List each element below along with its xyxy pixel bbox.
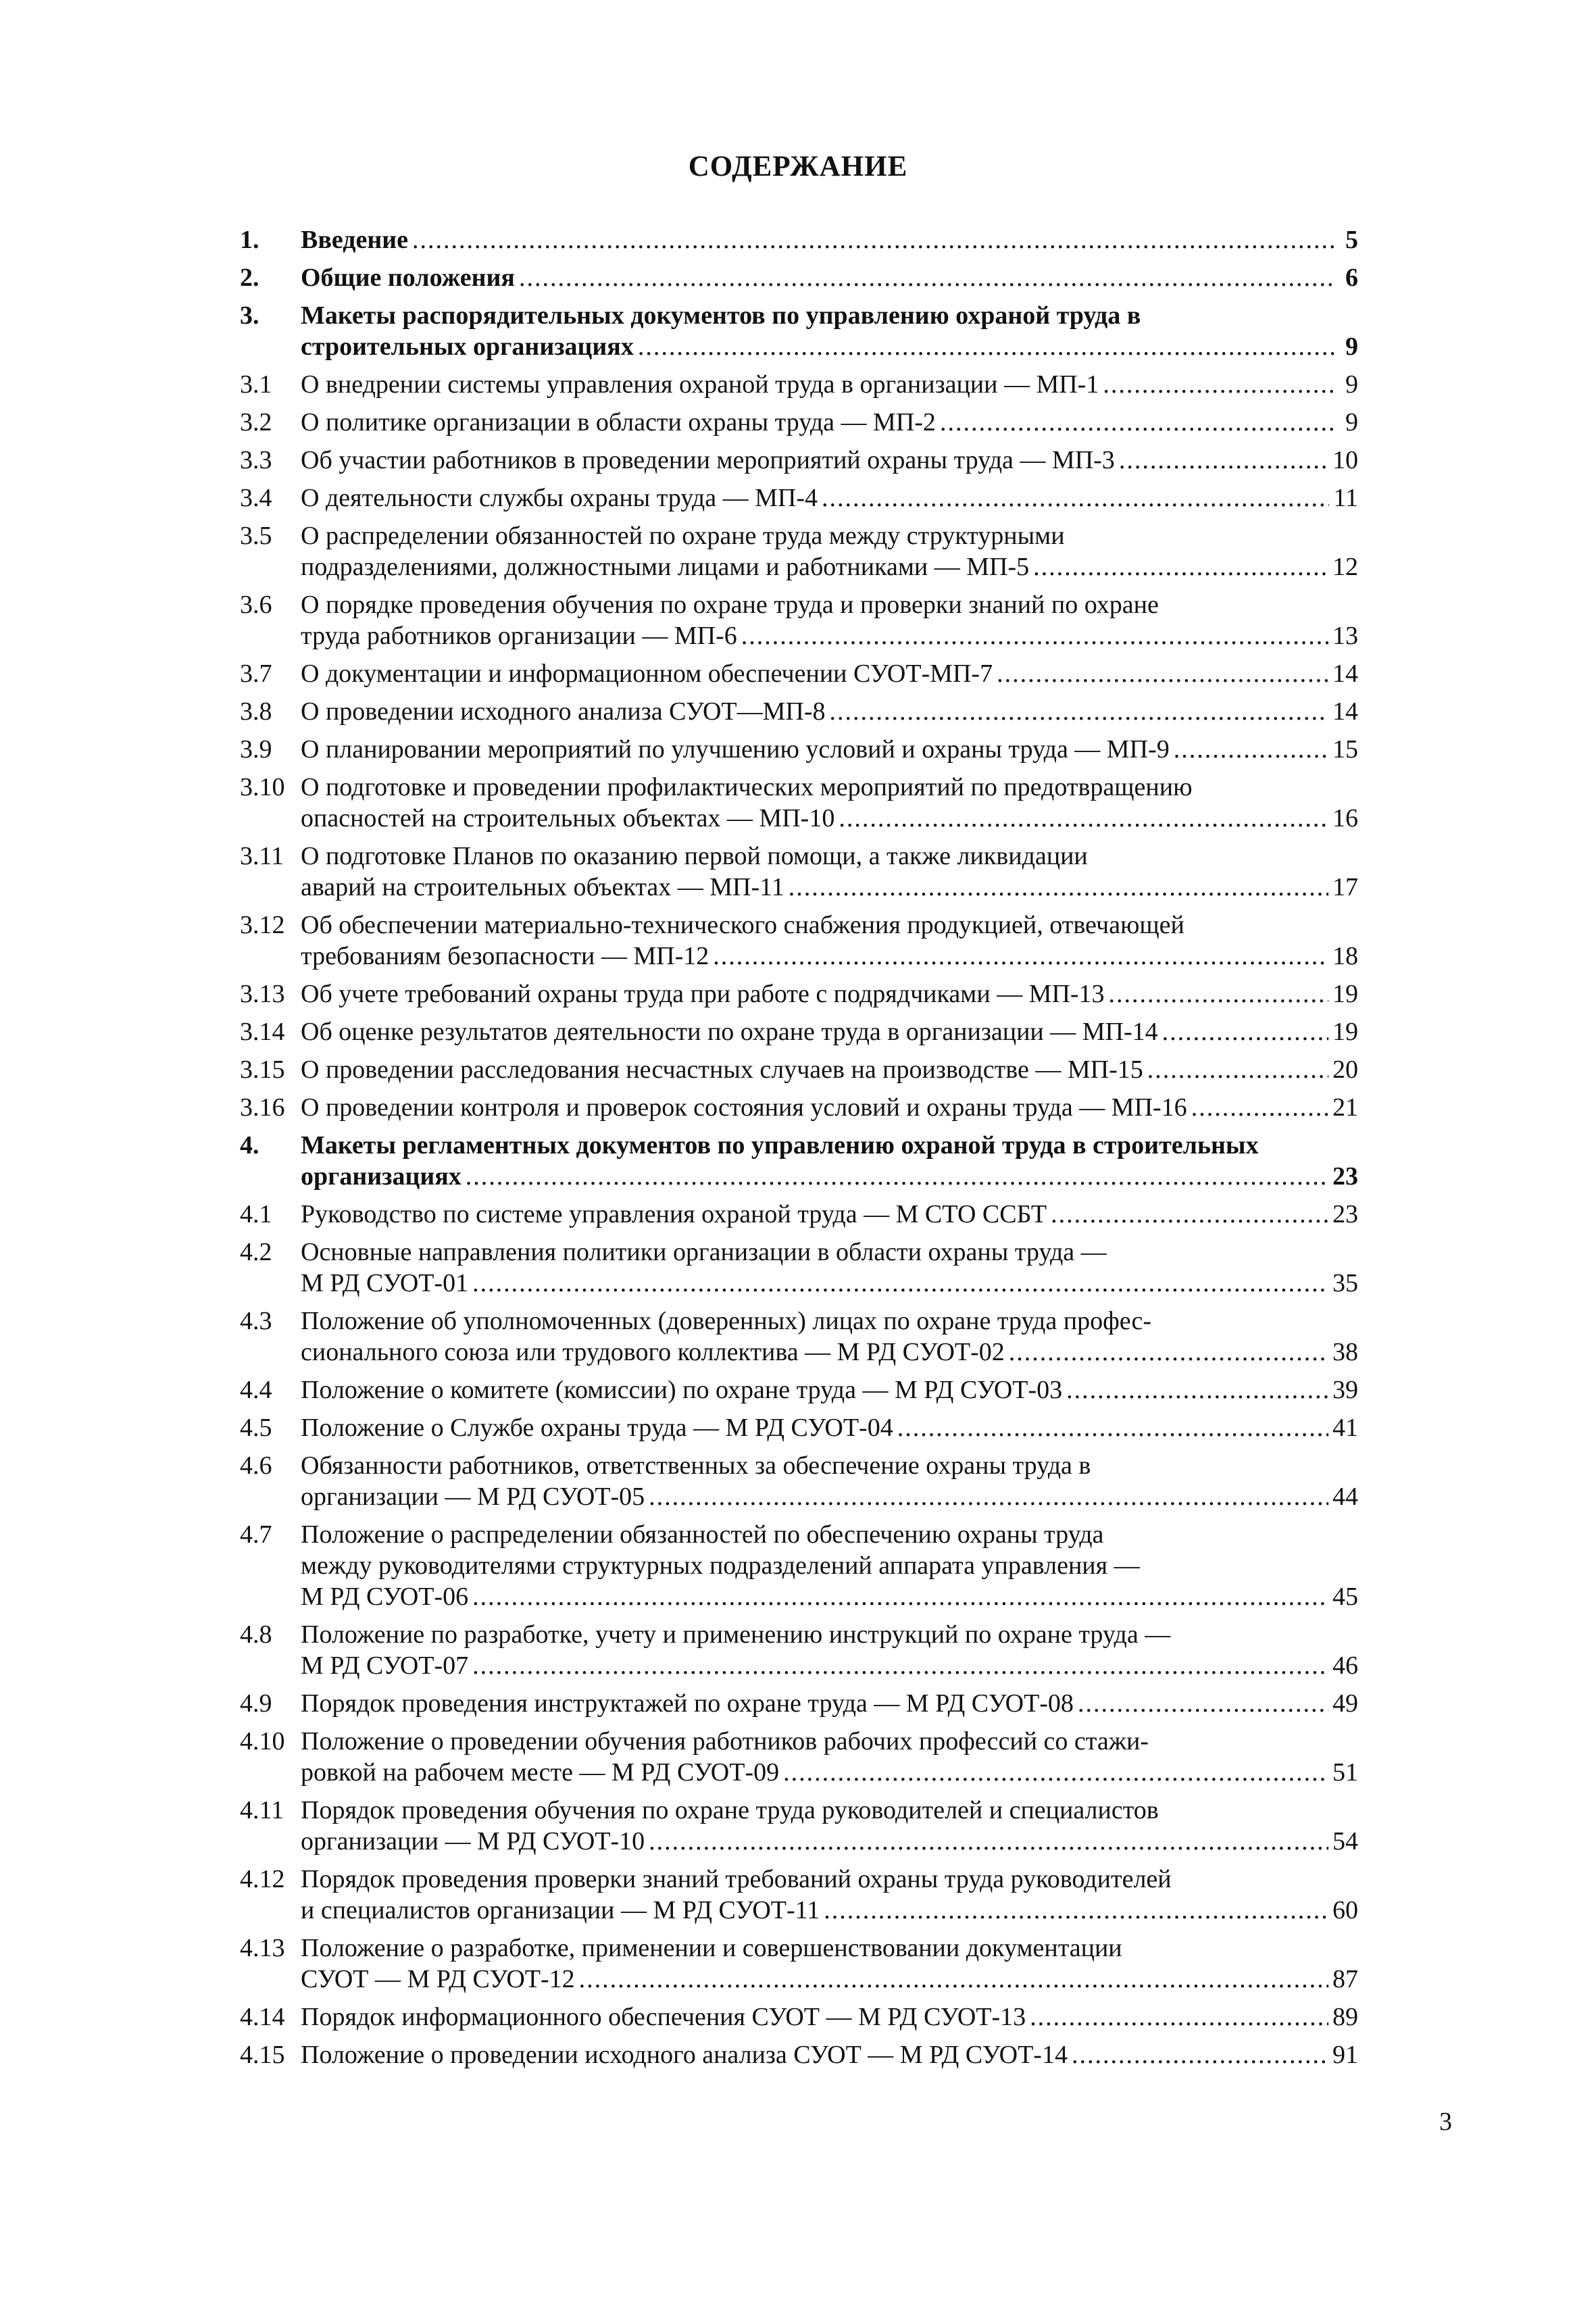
toc-entry[interactable] <box>240 589 1358 651</box>
toc-entry-title-line: Об оценке результатов деятельности по охране труда в организации — МП-14 <box>301 1018 1158 1046</box>
toc-entry-title-line: Положение о Службе охраны труда — М РД СУОТ-04 <box>301 1414 893 1442</box>
dot-leader <box>824 1895 1328 1926</box>
toc-entry-title-line: М РД СУОТ-06 <box>301 1583 469 1611</box>
dot-leader <box>466 1161 1328 1192</box>
dot-leader <box>649 1826 1328 1857</box>
toc-entry[interactable] <box>240 482 1358 514</box>
toc-entry-title-line: СУОТ — М РД СУОТ-12 <box>301 1965 575 1993</box>
toc-entry[interactable] <box>240 1864 1358 1926</box>
toc-entry-number: 3.9 <box>240 735 272 764</box>
toc-entry-number: 3.7 <box>240 659 272 688</box>
dot-leader <box>412 224 1334 255</box>
toc-entry[interactable] <box>240 1933 1358 1995</box>
toc-entry-title-line: Порядок проведения обучения по охране труда руководителей и специалистов <box>301 1796 1159 1824</box>
toc-entry-page: 13 <box>1332 622 1358 650</box>
toc-entry-title-line: Макеты распорядительных документов по управлению охраной труда в <box>301 301 1141 330</box>
toc-entry[interactable] <box>240 1092 1358 1123</box>
toc-entry-number: 4.8 <box>240 1620 272 1649</box>
toc-entry-number: 3.3 <box>240 446 272 474</box>
toc-entry-title-line: Руководство по системе управления охраной труда — М СТО ССБТ <box>301 1200 1047 1228</box>
dot-leader <box>897 1412 1328 1443</box>
toc-entry-number: 4.2 <box>240 1238 272 1266</box>
toc-entry-page: 91 <box>1332 2041 1358 2069</box>
toc-entry-page: 9 <box>1345 408 1358 437</box>
toc-entry-title-line: О проведении расследования несчастных случаев на производстве — МП-15 <box>301 1055 1143 1084</box>
toc-entry-title-line: Положение о распределении обязанностей по обеспечению охраны труда <box>301 1520 1104 1549</box>
dot-leader <box>783 1757 1328 1788</box>
toc-entry-title-line: М РД СУОТ-07 <box>301 1651 469 1680</box>
toc-entry-page: 19 <box>1332 1018 1358 1046</box>
toc-entry-number: 4.4 <box>240 1376 272 1404</box>
dot-leader <box>940 407 1334 438</box>
toc-entry[interactable] <box>240 520 1358 582</box>
toc-entry[interactable] <box>240 841 1358 903</box>
dot-leader <box>472 1650 1328 1681</box>
toc-entry-number: 4.13 <box>240 1934 285 1962</box>
dot-leader <box>789 872 1328 903</box>
toc-entry-number: 4.14 <box>240 2003 285 2031</box>
toc-entry-title-line: Введение <box>301 226 408 254</box>
dot-leader <box>839 803 1328 834</box>
toc-entry[interactable] <box>240 262 1358 293</box>
toc-entry-title-line: сионального союза или трудового коллектива — М РД СУОТ-02 <box>301 1338 1005 1366</box>
dot-leader <box>649 1481 1328 1512</box>
toc-entry-title-line: Положение о комитете (комиссии) по охране труда — М РД СУОТ-03 <box>301 1376 1063 1404</box>
toc-entry-number: 4.3 <box>240 1307 272 1335</box>
page-title: СОДЕРЖАНИЕ <box>688 151 908 182</box>
toc-entry-page: 9 <box>1345 370 1358 399</box>
dot-leader <box>1119 445 1328 476</box>
toc-entry-number: 3.15 <box>240 1055 285 1084</box>
dot-leader <box>1072 2039 1328 2070</box>
toc-entry-page: 18 <box>1332 942 1358 970</box>
toc-entry-title-line: О порядке проведения обучения по охране труда и проверки знаний по охране <box>301 591 1159 619</box>
toc-entry[interactable] <box>240 1688 1358 1719</box>
toc-entry-page: 11 <box>1333 484 1358 512</box>
dot-leader <box>1051 1199 1328 1230</box>
toc-entry-page: 87 <box>1332 1965 1358 1993</box>
toc-entry-title-line: аварий на строительных объектах — МП-11 <box>301 873 784 901</box>
toc-entry[interactable] <box>240 1726 1358 1788</box>
toc-entry-number: 3. <box>240 301 259 330</box>
toc-entry-number: 3.1 <box>240 370 272 399</box>
toc-entry-title-line: Макеты регламентных документов по управлению охраной труда в строительных <box>301 1131 1259 1160</box>
toc-entry-page: 39 <box>1332 1376 1358 1404</box>
toc-entry-page: 19 <box>1332 980 1358 1008</box>
toc-entry-page: 49 <box>1332 1689 1358 1718</box>
toc-entry-number: 4.5 <box>240 1414 272 1442</box>
toc-entry-title-line: Обязанности работников, ответственных за обеспечение охраны труда в <box>301 1451 1091 1480</box>
toc-entry-number: 4.15 <box>240 2041 285 2069</box>
toc-entry-title-line: Основные направления политики организации в области охраны труда — <box>301 1238 1107 1266</box>
toc-entry-title-line: организации — М РД СУОТ-10 <box>301 1827 645 1856</box>
toc-entry-page: 54 <box>1332 1827 1358 1856</box>
toc-entry-page: 6 <box>1345 264 1358 292</box>
toc-entry-title-line: организациях <box>301 1162 462 1191</box>
page-number: 3 <box>1439 2108 1452 2136</box>
toc-entry-title-line: Положение о проведении обучения работников рабочих профессий со стажи- <box>301 1727 1149 1756</box>
toc-entry-title-line: опасностей на строительных объектах — МП-10 <box>301 804 835 832</box>
toc-entry-number: 4.9 <box>240 1689 272 1718</box>
toc-entry-page: 17 <box>1332 873 1358 901</box>
dot-leader <box>519 262 1334 293</box>
toc-entry-page: 10 <box>1332 446 1358 474</box>
toc-entry-title-line: Об учете требований охраны труда при работе с подрядчиками — МП-13 <box>301 980 1105 1008</box>
dot-leader <box>741 620 1328 651</box>
toc-entry-title-line: Порядок проведения инструктажей по охране труда — М РД СУОТ-08 <box>301 1689 1074 1718</box>
toc-entry-page: 46 <box>1332 1651 1358 1680</box>
toc-entry[interactable] <box>240 224 1358 255</box>
toc-entry[interactable] <box>240 445 1358 476</box>
table-of-contents <box>240 224 1358 2077</box>
toc-entry-number: 3.10 <box>240 773 285 801</box>
dot-leader <box>638 331 1334 362</box>
dot-leader <box>1033 551 1328 582</box>
toc-entry[interactable] <box>240 910 1358 972</box>
toc-entry[interactable] <box>240 978 1358 1010</box>
toc-entry-title-line: труда работников организации — МП-6 <box>301 622 737 650</box>
toc-entry[interactable] <box>240 734 1358 765</box>
toc-entry-number: 4. <box>240 1131 259 1160</box>
toc-entry-number: 1. <box>240 226 259 254</box>
toc-entry-title-line: О внедрении системы управления охраной труда в организации — МП-1 <box>301 370 1099 399</box>
dot-leader <box>1147 1054 1328 1085</box>
toc-entry-page: 5 <box>1345 226 1358 254</box>
toc-entry-page: 41 <box>1332 1414 1358 1442</box>
toc-entry[interactable] <box>240 1199 1358 1230</box>
toc-entry-number: 3.16 <box>240 1093 285 1122</box>
toc-entry[interactable] <box>240 1795 1358 1857</box>
toc-entry-title-line: Положение об уполномоченных (доверенных) лицах по охране труда профес- <box>301 1307 1152 1335</box>
toc-entry-number: 4.10 <box>240 1727 285 1756</box>
toc-entry-page: 20 <box>1332 1055 1358 1084</box>
dot-leader <box>1078 1688 1328 1719</box>
toc-entry-page: 60 <box>1332 1896 1358 1924</box>
toc-entry[interactable] <box>240 1374 1358 1405</box>
dot-leader <box>472 1581 1328 1612</box>
dot-leader <box>822 482 1329 514</box>
toc-entry-title-line: Положение о разработке, применении и совершенствовании документации <box>301 1934 1122 1962</box>
toc-entry-title-line: Порядок проведения проверки знаний требований охраны труда руководителей <box>301 1865 1172 1893</box>
toc-entry[interactable] <box>240 1054 1358 1085</box>
toc-entry-number: 3.13 <box>240 980 285 1008</box>
dot-leader <box>1030 2001 1328 2033</box>
toc-entry-title-line: Об участии работников в проведении мероприятий охраны труда — МП-3 <box>301 446 1115 474</box>
toc-entry-number: 3.8 <box>240 697 272 726</box>
toc-entry-title-line: подразделениями, должностными лицами и работниками — МП-5 <box>301 553 1030 581</box>
toc-entry-title-line: и специалистов организации — М РД СУОТ-11 <box>301 1896 820 1924</box>
toc-entry-title-line: ровкой на рабочем месте — М РД СУОТ-09 <box>301 1758 780 1787</box>
toc-entry-title-line: О проведении исходного анализа СУОТ—МП-8 <box>301 697 826 726</box>
toc-entry[interactable] <box>240 658 1358 689</box>
dot-leader <box>1109 978 1328 1010</box>
toc-entry-title-line: О политике организации в области охраны труда — МП-2 <box>301 408 936 437</box>
toc-entry-page: 89 <box>1332 2003 1358 2031</box>
toc-entry-page: 14 <box>1332 659 1358 688</box>
dot-leader <box>1162 1016 1328 1047</box>
toc-entry-title-line: М РД СУОТ-01 <box>301 1269 469 1297</box>
toc-entry-number: 3.12 <box>240 911 285 939</box>
toc-entry[interactable] <box>240 772 1358 834</box>
toc-entry[interactable] <box>240 1450 1358 1512</box>
toc-entry[interactable] <box>240 1016 1358 1047</box>
toc-entry-title-line: О документации и информационном обеспечении СУОТ-МП-7 <box>301 659 993 688</box>
toc-entry[interactable] <box>240 1130 1358 1192</box>
toc-entry-number: 4.6 <box>240 1451 272 1480</box>
toc-entry-title-line: О планировании мероприятий по улучшению условий и охраны труда — МП-9 <box>301 735 1170 764</box>
toc-entry-title-line: О проведении контроля и проверок состояния условий и охраны труда — МП-16 <box>301 1093 1187 1122</box>
toc-entry[interactable] <box>240 2039 1358 2070</box>
toc-entry-page: 23 <box>1332 1200 1358 1228</box>
toc-entry-page: 35 <box>1332 1269 1358 1297</box>
toc-entry-page: 14 <box>1332 697 1358 726</box>
toc-entry-title-line: организации — М РД СУОТ-05 <box>301 1483 645 1511</box>
toc-entry[interactable] <box>240 1519 1358 1612</box>
toc-entry-title-line: О подготовке Планов по оказанию первой помощи, а также ликвидации <box>301 842 1088 870</box>
toc-entry-title-line: требованиям безопасности — МП-12 <box>301 942 709 970</box>
toc-entry-title-line: Общие положения <box>301 264 515 292</box>
toc-entry-title-line: Положение о проведении исходного анализа СУОТ — М РД СУОТ-14 <box>301 2041 1068 2069</box>
toc-entry[interactable] <box>240 1412 1358 1443</box>
dot-leader <box>713 941 1328 972</box>
toc-entry-page: 38 <box>1332 1338 1358 1366</box>
toc-entry[interactable] <box>240 1237 1358 1299</box>
toc-entry[interactable] <box>240 1619 1358 1681</box>
toc-entry-number: 3.6 <box>240 591 272 619</box>
toc-entry-title-line: строительных организациях <box>301 332 634 361</box>
toc-entry[interactable] <box>240 2001 1358 2033</box>
dot-leader <box>830 696 1328 727</box>
toc-entry-page: 9 <box>1345 332 1358 361</box>
toc-entry-page: 23 <box>1332 1162 1358 1191</box>
toc-entry-page: 51 <box>1332 1758 1358 1787</box>
toc-entry-number: 2. <box>240 264 259 292</box>
toc-entry-title-line: Об обеспечении материально-технического снабжения продукцией, отвечающей <box>301 911 1184 939</box>
dot-leader <box>1066 1374 1328 1405</box>
toc-entry-title-line: О деятельности службы охраны труда — МП-4 <box>301 484 818 512</box>
toc-entry-number: 4.12 <box>240 1865 285 1893</box>
toc-entry-number: 3.2 <box>240 408 272 437</box>
toc-entry-title-line: между руководителями структурных подразделений аппарата управления — <box>301 1551 1140 1580</box>
toc-entry-number: 4.7 <box>240 1520 272 1549</box>
toc-entry[interactable] <box>240 300 1358 362</box>
toc-entry-number: 3.14 <box>240 1018 285 1046</box>
dot-leader <box>1103 369 1334 400</box>
toc-entry-number: 3.5 <box>240 522 272 550</box>
dot-leader <box>1009 1337 1328 1368</box>
toc-entry-title-line: О подготовке и проведении профилактических мероприятий по предотвращению <box>301 773 1193 801</box>
toc-entry[interactable] <box>240 407 1358 438</box>
dot-leader <box>1191 1092 1328 1123</box>
toc-entry-page: 44 <box>1332 1483 1358 1511</box>
toc-entry[interactable] <box>240 1305 1358 1368</box>
toc-entry-number: 3.4 <box>240 484 272 512</box>
toc-entry-number: 4.11 <box>240 1796 284 1824</box>
toc-entry-number: 4.1 <box>240 1200 272 1228</box>
toc-entry-page: 21 <box>1332 1093 1358 1122</box>
toc-entry-page: 15 <box>1332 735 1358 764</box>
toc-entry-title-line: О распределении обязанностей по охране труда между структурными <box>301 522 1065 550</box>
toc-entry-number: 3.11 <box>240 842 284 870</box>
dot-leader <box>579 1964 1328 1995</box>
dot-leader <box>997 658 1328 689</box>
toc-entry-page: 12 <box>1332 553 1358 581</box>
toc-entry-page: 45 <box>1332 1583 1358 1611</box>
toc-entry[interactable] <box>240 369 1358 400</box>
toc-entry-title-line: Порядок информационного обеспечения СУОТ — М РД СУОТ-13 <box>301 2003 1026 2031</box>
toc-entry-title-line: Положение по разработке, учету и применению инструкций по охране труда — <box>301 1620 1171 1649</box>
dot-leader <box>1174 734 1328 765</box>
toc-entry[interactable] <box>240 696 1358 727</box>
toc-entry-page: 16 <box>1332 804 1358 832</box>
dot-leader <box>472 1268 1328 1299</box>
